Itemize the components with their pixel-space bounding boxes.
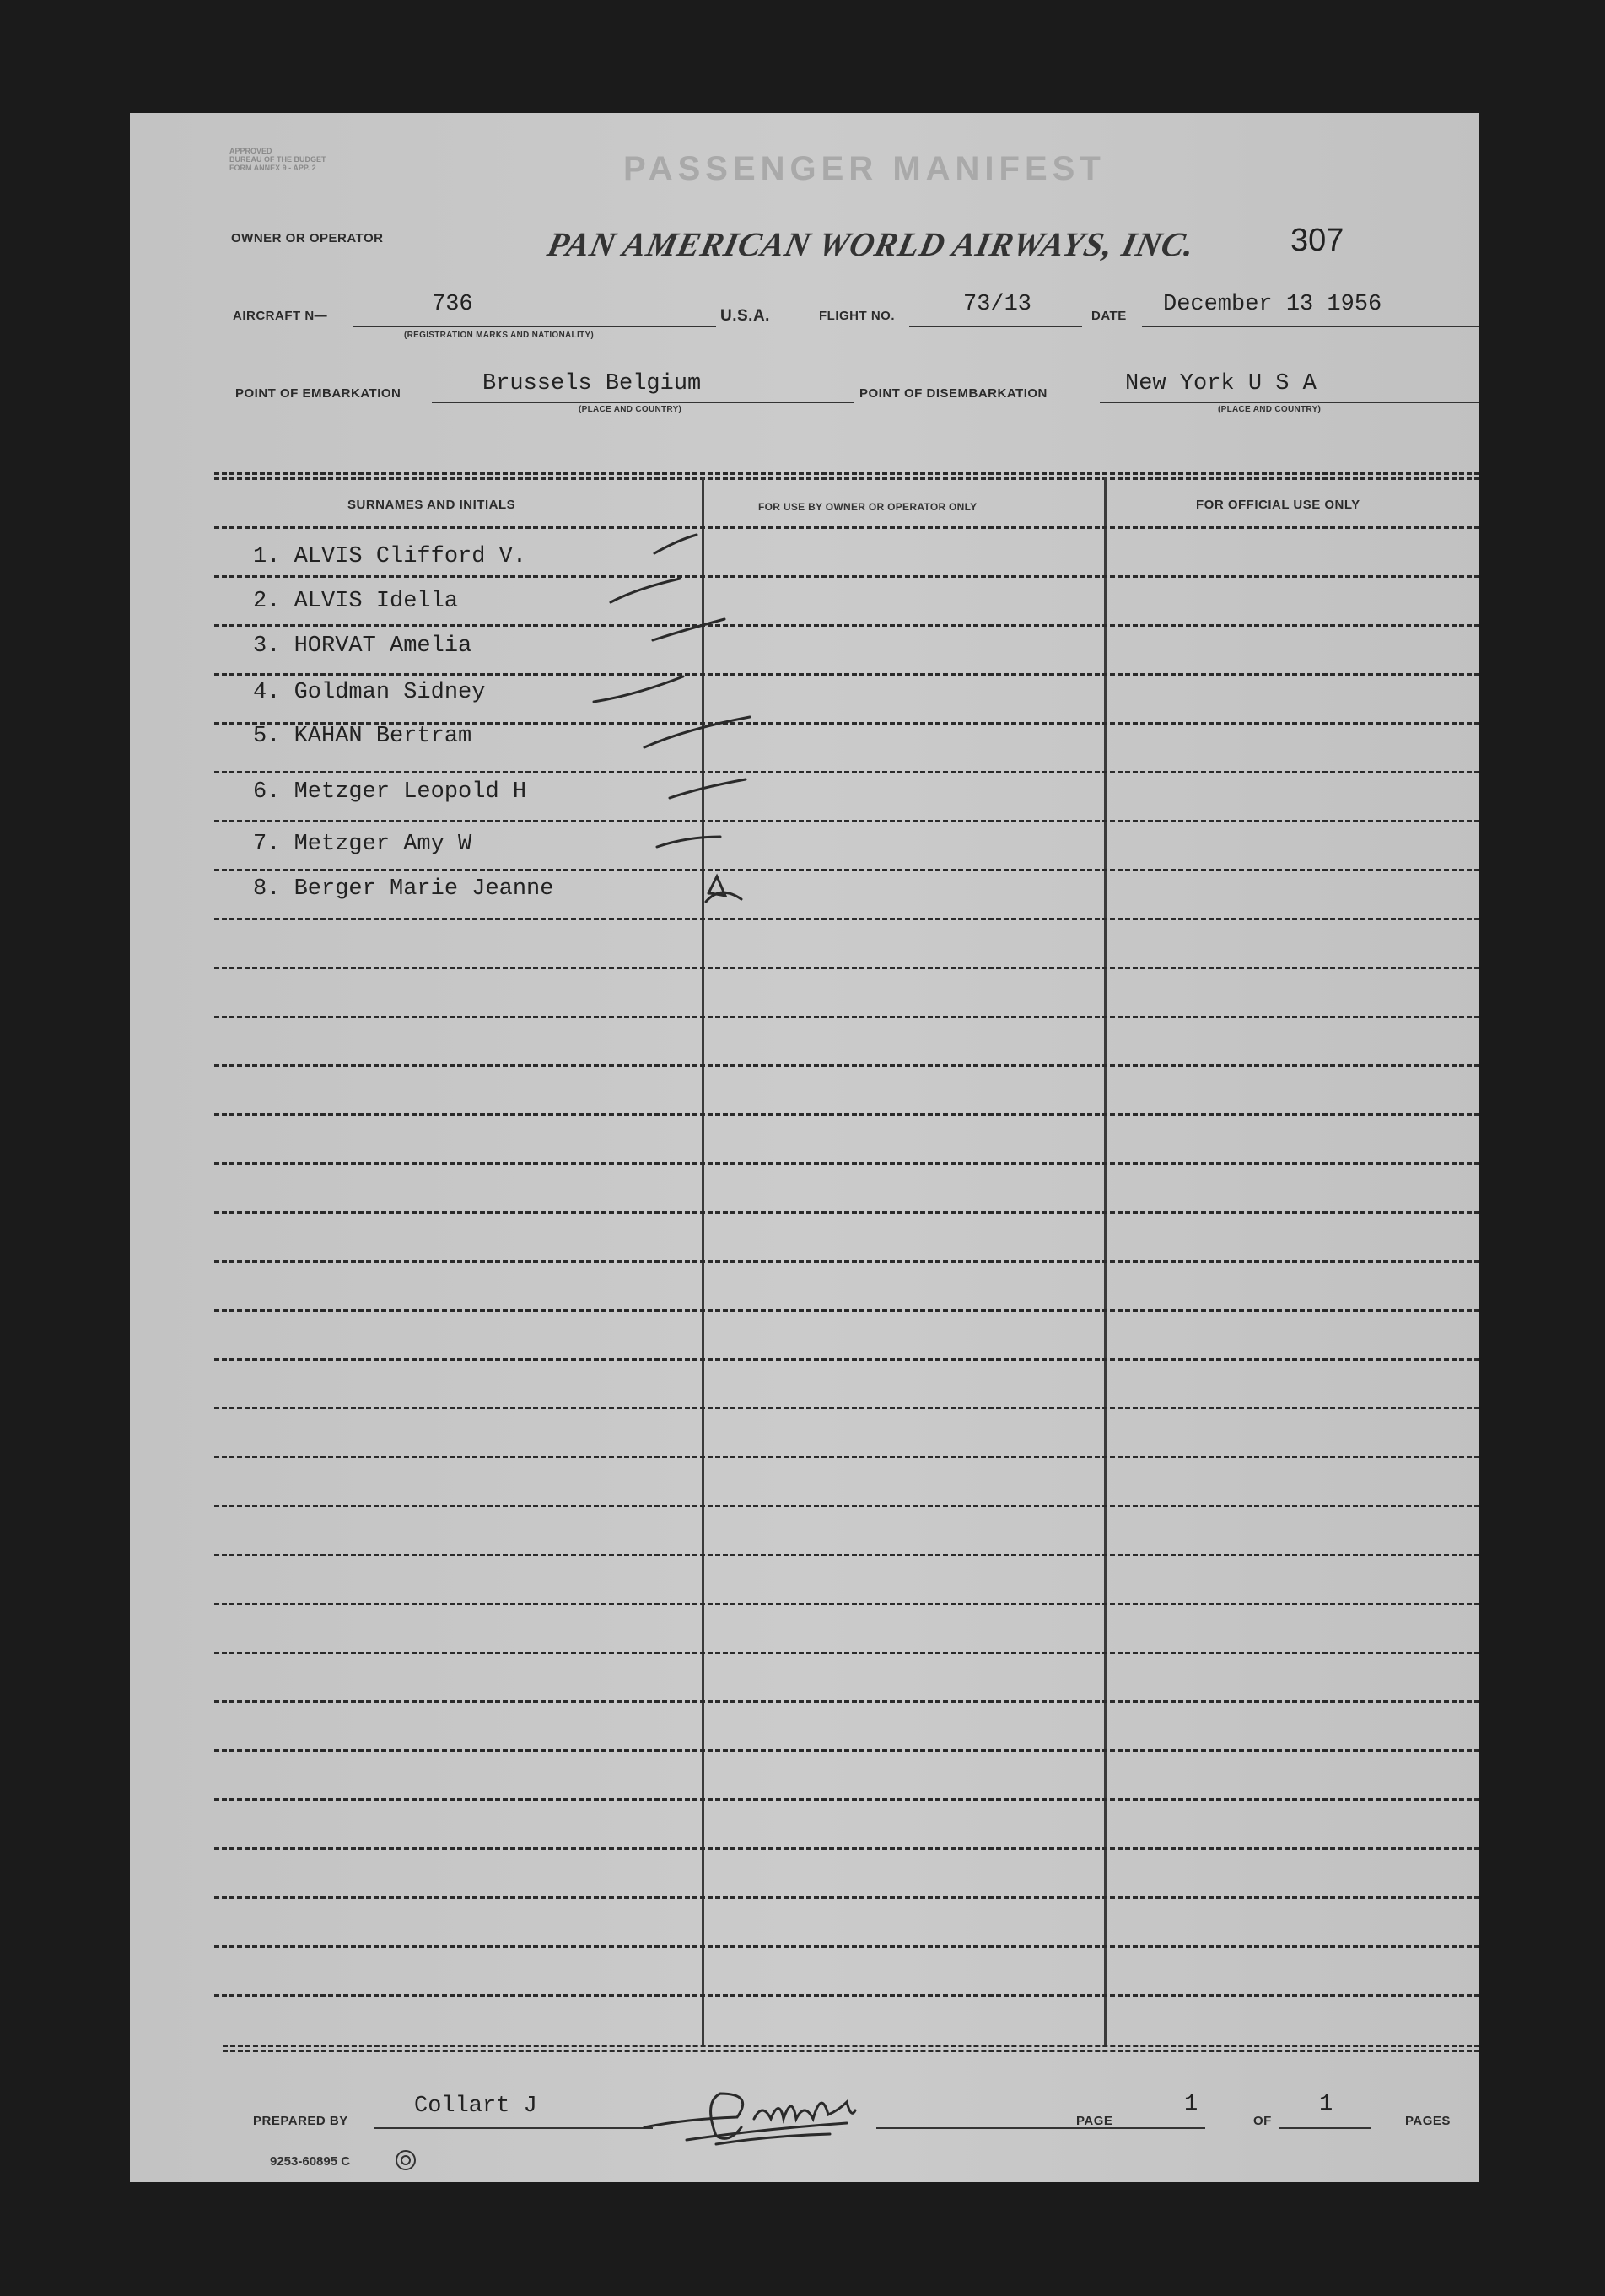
date-label: DATE bbox=[1091, 309, 1127, 323]
row-rule bbox=[214, 967, 1479, 969]
row-rule bbox=[214, 1113, 1479, 1116]
passenger-row: 2. ALVIS Idella bbox=[253, 589, 459, 614]
row-rule bbox=[214, 1064, 1479, 1067]
row-rule bbox=[214, 1407, 1479, 1409]
flight-label: FLIGHT NO. bbox=[819, 309, 895, 323]
row-rule bbox=[214, 1896, 1479, 1899]
passenger-row: 3. HORVAT Amelia bbox=[253, 633, 472, 659]
embark-sublabel: (PLACE AND COUNTRY) bbox=[579, 405, 682, 414]
row-rule bbox=[214, 1358, 1479, 1361]
flight-value: 73/13 bbox=[963, 292, 1032, 317]
row-rule bbox=[214, 1162, 1479, 1165]
embark-value: Brussels Belgium bbox=[482, 371, 702, 396]
passenger-row: 1. ALVIS Clifford V. bbox=[253, 544, 527, 569]
column-header-official: FOR OFFICIAL USE ONLY bbox=[1196, 498, 1360, 512]
bottom-rule-1 bbox=[223, 2045, 1479, 2047]
aircraft-value: 736 bbox=[432, 292, 473, 317]
row-rule bbox=[214, 1603, 1479, 1605]
row-rule bbox=[214, 1554, 1479, 1556]
row-rule bbox=[214, 1456, 1479, 1458]
passenger-row: 7. Metzger Amy W bbox=[253, 832, 472, 857]
passenger-row: 6. Metzger Leopold H bbox=[253, 779, 527, 805]
page-underline bbox=[876, 2127, 1205, 2129]
disembark-sublabel: (PLACE AND COUNTRY) bbox=[1218, 405, 1322, 414]
of-underline bbox=[1279, 2127, 1371, 2129]
form-number: 9253-60895 C bbox=[270, 2154, 351, 2169]
row-rule bbox=[214, 1945, 1479, 1948]
signature bbox=[636, 2068, 889, 2153]
owner-label: OWNER OR OPERATOR bbox=[231, 231, 384, 245]
embark-label: POINT OF EMBARKATION bbox=[235, 386, 401, 401]
row-rule bbox=[214, 1749, 1479, 1752]
row-rule bbox=[214, 1994, 1479, 1997]
airline-name: PAN AMERICAN WORLD AIRWAYS, INC. bbox=[544, 225, 1199, 263]
row-rule bbox=[214, 1260, 1479, 1263]
of-value: 1 bbox=[1319, 2092, 1333, 2117]
row-rule bbox=[214, 1309, 1479, 1312]
of-label: OF bbox=[1253, 2114, 1272, 2128]
row-rule bbox=[214, 1847, 1479, 1850]
document-title: PASSENGER MANIFEST bbox=[623, 150, 1106, 187]
pages-label: PAGES bbox=[1405, 2114, 1451, 2128]
passenger-row: 4. Goldman Sidney bbox=[253, 680, 486, 705]
row-rule bbox=[214, 1505, 1479, 1507]
union-seal-icon bbox=[393, 2148, 418, 2173]
country-label: U.S.A. bbox=[720, 307, 770, 325]
aircraft-sublabel: (REGISTRATION MARKS AND NATIONALITY) bbox=[404, 331, 595, 340]
prepared-underline bbox=[374, 2127, 653, 2129]
aircraft-label: AIRCRAFT N— bbox=[233, 309, 328, 323]
row-rule bbox=[214, 1700, 1479, 1703]
passenger-row: 8. Berger Marie Jeanne bbox=[253, 876, 554, 902]
prepared-value: Collart J bbox=[414, 2094, 537, 2119]
row-rule bbox=[214, 1652, 1479, 1654]
passenger-row: 5. KAHAN Bertram bbox=[253, 724, 472, 749]
disembark-value: New York U S A bbox=[1125, 371, 1317, 396]
page-number: 307 bbox=[1290, 223, 1344, 258]
disembark-label: POINT OF DISEMBARKATION bbox=[859, 386, 1048, 401]
check-marks bbox=[130, 113, 1479, 957]
bottom-rule-2 bbox=[223, 2050, 1479, 2052]
column-header-owner: FOR USE BY OWNER OR OPERATOR ONLY bbox=[758, 501, 978, 513]
date-value: December 13 1956 bbox=[1163, 292, 1382, 317]
approval-stamp: APPROVED BUREAU OF THE BUDGET FORM ANNEX 9 - APP. 2 bbox=[229, 147, 326, 172]
page-value: 1 bbox=[1184, 2092, 1198, 2117]
row-rule bbox=[214, 1211, 1479, 1214]
prepared-label: PREPARED BY bbox=[253, 2114, 348, 2128]
page-label: PAGE bbox=[1076, 2114, 1113, 2128]
column-header-surnames: SURNAMES AND INITIALS bbox=[347, 498, 516, 512]
manifest-document bbox=[130, 113, 1479, 2182]
row-rule bbox=[214, 1016, 1479, 1018]
row-rule bbox=[214, 1798, 1479, 1801]
